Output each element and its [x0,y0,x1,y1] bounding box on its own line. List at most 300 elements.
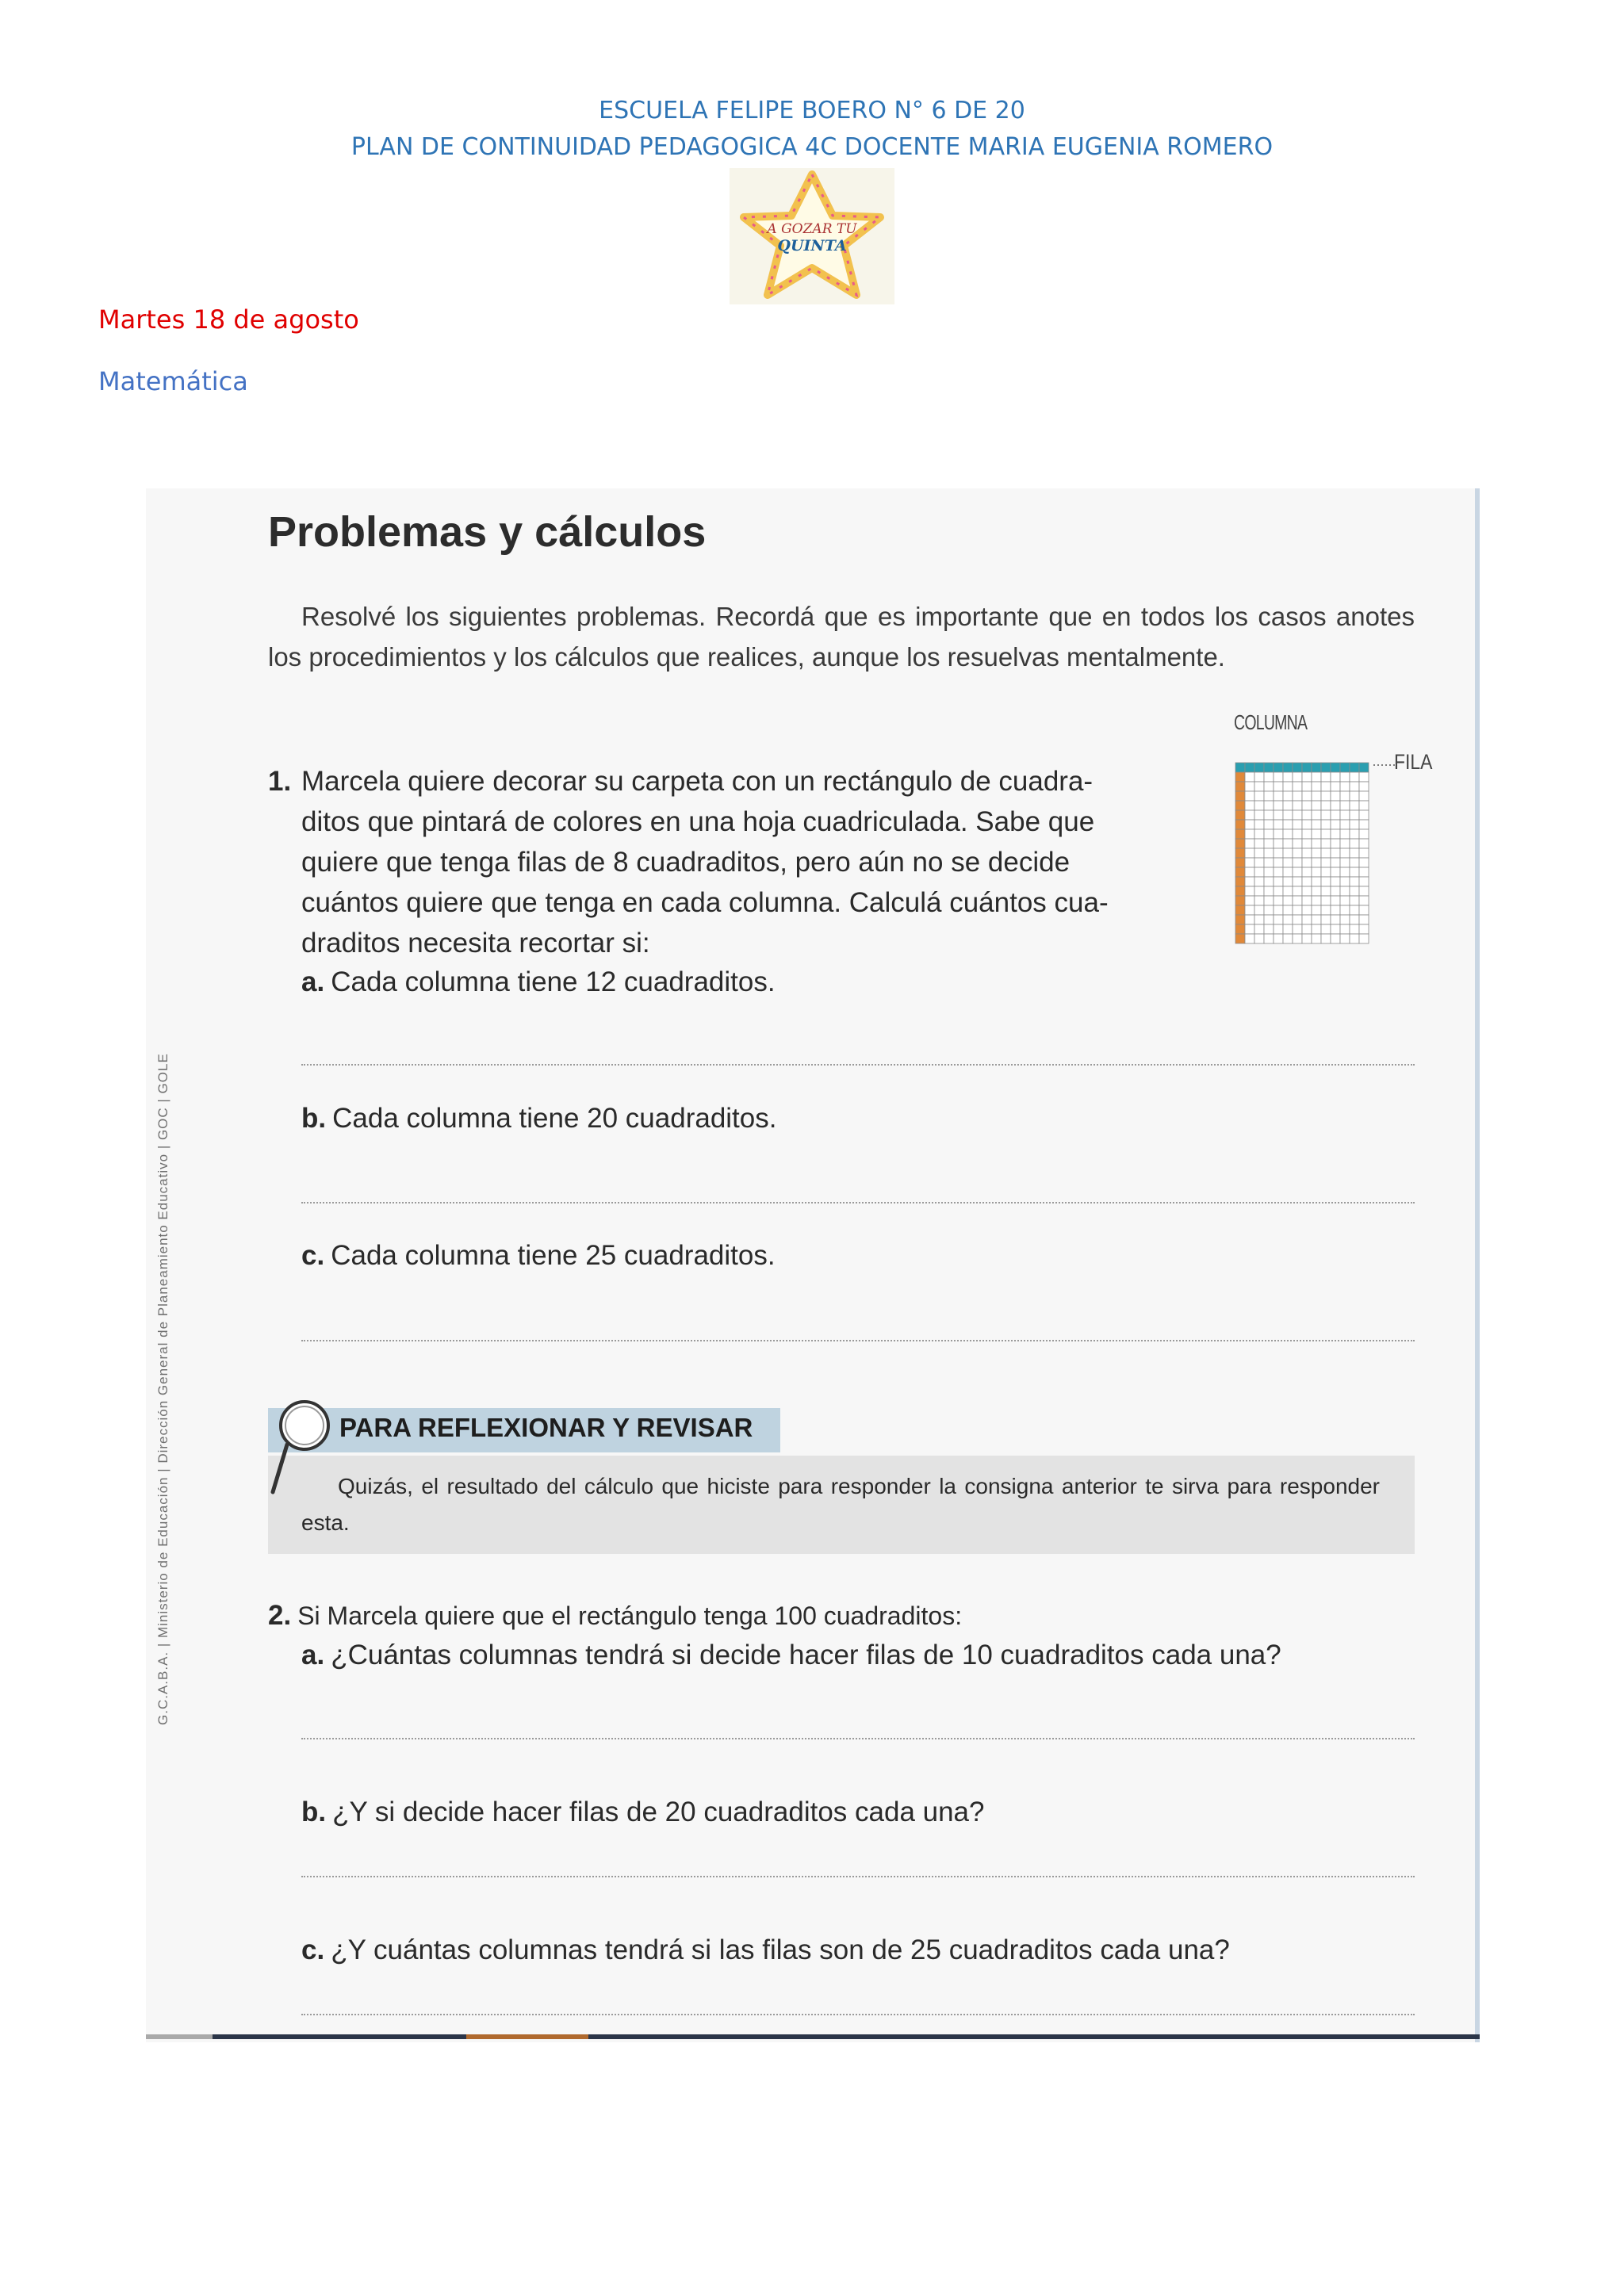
grid-cell [1321,867,1331,877]
grid-cell [1350,772,1359,782]
grid-cell [1235,924,1245,934]
grid-cell [1293,867,1302,877]
grid-cell [1331,905,1340,915]
grid-cell [1359,924,1369,934]
grid-cell [1321,848,1331,858]
grid-cell [1312,905,1321,915]
school-header: ESCUELA FELIPE BOERO N° 6 DE 20 [599,97,1025,124]
item-letter: c. [301,1240,325,1271]
magnifier-icon [268,1397,331,1500]
item-text: Cada columna tiene 25 cuadraditos. [331,1240,776,1271]
grid-cell [1254,810,1264,820]
grid-cell [1245,820,1254,829]
grid-cell [1235,905,1245,915]
grid-cell [1235,820,1245,829]
grid-cell [1274,858,1283,867]
problem-1-item-a [301,966,776,998]
grid-cell [1264,772,1274,782]
grid-cell [1331,877,1340,886]
grid-cell [1293,820,1302,829]
grid-cell [1312,934,1321,943]
grid-cell [1312,877,1321,886]
school-logo [730,168,894,304]
item-letter: a. [301,1640,325,1670]
grid-cell [1274,886,1283,896]
grid-cell [1264,791,1274,801]
grid-cell [1264,782,1274,791]
grid-cell [1302,867,1312,877]
answer-line-1c[interactable] [301,1340,1415,1341]
answer-line-1a[interactable] [301,1064,1415,1066]
grid-cell [1245,772,1254,782]
grid-cell [1264,905,1274,915]
grid-cell [1350,934,1359,943]
problem-2-item-b [301,1797,985,1828]
item-text: ¿Y si decide hacer filas de 20 cuadraditos cada una? [332,1797,985,1827]
grid-cell [1283,915,1293,924]
grid-cell [1264,829,1274,839]
side-credit: G.C.A.B.A. | Ministerio de Educación | Dirección General de Planeamiento Educativo | GOC | GOLE [155,1053,170,1725]
grid-cell [1302,801,1312,810]
grid-cell [1340,810,1350,820]
answer-line-1b[interactable] [301,1202,1415,1203]
grid-cell [1283,886,1293,896]
grid-cell [1312,820,1321,829]
grid-cell [1254,877,1264,886]
grid-cell [1293,858,1302,867]
grid-cell [1293,791,1302,801]
grid-cell [1302,782,1312,791]
grid-cell [1293,801,1302,810]
grid-cell [1340,829,1350,839]
subject: Matemática [98,366,248,396]
grid-cell [1235,839,1245,848]
grid-cell [1331,829,1340,839]
grid-cell [1312,848,1321,858]
grid-cell [1293,886,1302,896]
grid-cell [1340,915,1350,924]
grid-cell [1312,772,1321,782]
grid-cell [1293,896,1302,905]
grid-cell [1331,915,1340,924]
grid-cell [1321,791,1331,801]
grid-cell [1264,858,1274,867]
grid-cell [1235,915,1245,924]
grid-cell [1293,829,1302,839]
grid-cell [1312,867,1321,877]
grid-cell [1340,772,1350,782]
grid-cell [1302,839,1312,848]
grid-cell [1245,896,1254,905]
reflect-text: Quizás, el resultado del cálculo que hiciste para responder la consigna anterior te sirva para responder esta. [301,1474,1380,1535]
grid-cell [1274,791,1283,801]
grid-cell [1274,772,1283,782]
problem-1-item-b [301,1103,776,1135]
grid-cell [1340,839,1350,848]
grid-cell [1254,801,1264,810]
grid-cell [1235,896,1245,905]
grid-cell [1283,820,1293,829]
grid-cell [1350,896,1359,905]
grid-cell [1331,782,1340,791]
footer-rule-accent [466,2034,588,2039]
problem-2-text: Si Marcela quiere que el rectángulo tenga 100 cuadraditos: [297,1601,963,1630]
grid-cell [1283,867,1293,877]
grid-cell [1293,905,1302,915]
row-label: FILA [1394,750,1433,774]
grid-cell [1254,820,1264,829]
grid-cell [1350,877,1359,886]
grid-cell [1283,858,1293,867]
grid-cell [1340,782,1350,791]
grid-cell [1312,782,1321,791]
grid-cell [1235,877,1245,886]
grid-cell [1350,801,1359,810]
grid-cell [1274,829,1283,839]
grid-cell [1359,877,1369,886]
grid-cell [1350,829,1359,839]
grid-cell [1359,848,1369,858]
grid-cell [1321,820,1331,829]
column-label: COLUMNA [1234,710,1308,734]
grid-cell [1254,867,1264,877]
grid-cell [1245,915,1254,924]
grid-cell [1274,877,1283,886]
svg-text:QUINTA: QUINTA [777,237,847,254]
grid-cell [1350,905,1359,915]
grid-cell [1245,867,1254,877]
grid-cell [1254,829,1264,839]
grid-cell [1350,763,1359,772]
grid-cell [1321,915,1331,924]
grid-cell [1245,810,1254,820]
grid-cell [1331,791,1340,801]
grid-cell [1254,848,1264,858]
date: Martes 18 de agosto [98,304,359,335]
grid-cell [1235,763,1245,772]
grid-cell [1359,858,1369,867]
grid-cell [1254,839,1264,848]
grid-cell [1274,934,1283,943]
grid-cell [1340,896,1350,905]
grid-cell [1302,924,1312,934]
grid-cell [1302,877,1312,886]
grid-cell [1274,905,1283,915]
grid-cell [1321,896,1331,905]
grid-cell [1245,877,1254,886]
grid-cell [1359,801,1369,810]
grid-cell [1283,905,1293,915]
grid-cell [1321,810,1331,820]
grid-cell [1331,934,1340,943]
grid-cell [1312,886,1321,896]
grid-cell [1340,791,1350,801]
grid-cell [1274,896,1283,905]
item-text: Cada columna tiene 12 cuadraditos. [331,966,776,997]
grid-cell [1340,924,1350,934]
grid-cell [1331,772,1340,782]
grid-cell [1264,924,1274,934]
grid-cell [1254,934,1264,943]
answer-line-2a[interactable] [301,1738,1415,1739]
grid-cell [1350,820,1359,829]
grid-cell [1312,801,1321,810]
grid-cell [1245,858,1254,867]
grid-cell [1264,867,1274,877]
grid-cell [1283,848,1293,858]
grid-cell [1235,934,1245,943]
worksheet-title: Problemas y cálculos [268,508,707,556]
item-text: ¿Y cuántas columnas tendrá si las filas son de 25 cuadraditos cada una? [331,1934,1230,1965]
grid-cell [1302,820,1312,829]
problem-2 [268,1600,962,1632]
grid-cell [1245,801,1254,810]
grid-cell [1331,886,1340,896]
reflect-title: PARA REFLEXIONAR Y REVISAR [339,1413,753,1442]
grid-cell [1340,801,1350,810]
grid-cell [1350,839,1359,848]
grid-cell [1331,839,1340,848]
grid-cell [1321,801,1331,810]
grid-cell [1340,763,1350,772]
grid-cell [1264,915,1274,924]
grid-cell [1359,839,1369,848]
grid-cell [1312,839,1321,848]
grid-cell [1235,791,1245,801]
grid-cell [1245,934,1254,943]
problem-1-number: 1. [268,766,292,797]
grid-cell [1283,782,1293,791]
grid-cell [1264,886,1274,896]
grid-cell [1274,867,1283,877]
grid-cell [1302,791,1312,801]
grid-cell [1264,820,1274,829]
grid-cell [1302,915,1312,924]
grid-cell [1350,915,1359,924]
grid-cell [1312,896,1321,905]
square-grid-diagram [1234,753,1400,948]
grid-cell [1274,782,1283,791]
grid-cell [1302,810,1312,820]
grid-cell [1283,810,1293,820]
grid-cell [1321,924,1331,934]
grid-cell [1340,886,1350,896]
grid-cell [1293,924,1302,934]
grid-cell [1245,924,1254,934]
grid-cell [1359,782,1369,791]
grid-cell [1312,829,1321,839]
grid-cell [1245,886,1254,896]
grid-cell [1245,839,1254,848]
footer-rule-start [146,2034,213,2039]
grid-cell [1245,782,1254,791]
grid-cell [1254,763,1264,772]
grid-cell [1340,867,1350,877]
grid-cell [1331,896,1340,905]
grid-cell [1321,886,1331,896]
item-letter: c. [301,1934,325,1965]
grid-cell [1283,791,1293,801]
grid-cell [1293,763,1302,772]
grid-cell [1264,810,1274,820]
grid-cell [1350,924,1359,934]
grid-cell [1302,772,1312,782]
grid-cell [1350,791,1359,801]
grid-cell [1293,772,1302,782]
grid-cell [1302,858,1312,867]
plan-header: PLAN DE CONTINUIDAD PEDAGOGICA 4C DOCENTE MARIA EUGENIA ROMERO [350,133,1274,161]
grid-cell [1350,867,1359,877]
grid-cell [1321,829,1331,839]
grid-cell [1312,915,1321,924]
grid-cell [1283,763,1293,772]
grid-cell [1359,763,1369,772]
grid-cell [1302,905,1312,915]
grid-cell [1235,829,1245,839]
problem-1-item-c [301,1240,776,1272]
grid-cell [1359,905,1369,915]
grid-cell [1350,810,1359,820]
grid-cell [1235,772,1245,782]
grid-cell [1321,877,1331,886]
grid-cell [1359,886,1369,896]
grid-cell [1350,848,1359,858]
grid-cell [1340,877,1350,886]
grid-cell [1302,896,1312,905]
grid-cell [1264,839,1274,848]
grid-cell [1283,877,1293,886]
grid-cell [1274,839,1283,848]
grid-cell [1235,810,1245,820]
grid-cell [1331,924,1340,934]
item-letter: b. [301,1797,327,1827]
grid-cell [1235,801,1245,810]
grid-cell [1359,791,1369,801]
grid-cell [1254,915,1264,924]
grid-cell [1293,877,1302,886]
grid-cell [1359,820,1369,829]
item-letter: b. [301,1103,327,1134]
grid-cell [1245,829,1254,839]
grid-cell [1293,839,1302,848]
grid-cell [1274,924,1283,934]
grid-cell [1350,886,1359,896]
grid-cell [1254,886,1264,896]
grid-cell [1312,810,1321,820]
grid-cell [1331,867,1340,877]
grid-cell [1283,801,1293,810]
grid-cell [1293,782,1302,791]
grid-cell [1235,858,1245,867]
grid-cell [1264,763,1274,772]
grid-cell [1302,934,1312,943]
grid-cell [1359,915,1369,924]
item-text: ¿Cuántas columnas tendrá si decide hacer filas de 10 cuadraditos cada una? [331,1640,1281,1670]
grid-cell [1331,820,1340,829]
answer-line-2c[interactable] [301,2014,1415,2015]
item-text: Cada columna tiene 20 cuadraditos. [332,1103,777,1134]
grid-cell [1302,829,1312,839]
grid-cell [1293,934,1302,943]
grid-cell [1359,896,1369,905]
grid-cell [1254,905,1264,915]
grid-cell [1235,867,1245,877]
grid-cell [1359,934,1369,943]
grid-cell [1312,858,1321,867]
grid-cell [1283,934,1293,943]
grid-cell [1302,763,1312,772]
grid-cell [1312,924,1321,934]
grid-cell [1235,886,1245,896]
grid-cell [1340,820,1350,829]
grid-cell [1293,915,1302,924]
grid-cell [1235,848,1245,858]
grid-cell [1321,772,1331,782]
grid-cell [1264,801,1274,810]
grid-cell [1254,858,1264,867]
worksheet-intro: Resolvé los siguientes problemas. Recordá que es importante que en todos los casos anotes los procedimientos y los cálculos que realices, aunque los resuelvas mentalmente. [268,602,1415,672]
grid-cell [1235,782,1245,791]
grid-cell [1264,877,1274,886]
grid-cell [1274,848,1283,858]
grid-cell [1331,810,1340,820]
grid-cell [1245,848,1254,858]
grid-cell [1302,886,1312,896]
grid-cell [1274,915,1283,924]
grid-cell [1264,848,1274,858]
grid-cell [1340,848,1350,858]
problem-1-text: Marcela quiere decorar su carpeta con un rectángulo de cuadra- ditos que pintará de colores en una hoja cuadriculada. Sabe que quiere que tenga filas de 8 cuadraditos, pero aún no se decide cuántos quiere que tenga en cada columna. Calculá cuántos cua- draditos necesita recortar si: [301,766,1109,959]
grid-cell [1283,896,1293,905]
grid-cell [1340,858,1350,867]
grid-cell [1283,772,1293,782]
grid-cell [1274,763,1283,772]
grid-cell [1264,896,1274,905]
grid-cell [1321,905,1331,915]
grid-cell [1331,763,1340,772]
worksheet-edge [1475,488,1480,2042]
grid-cell [1350,782,1359,791]
grid-cell [1245,791,1254,801]
grid-cell [1254,791,1264,801]
grid-cell [1283,829,1293,839]
grid-cell [1350,858,1359,867]
grid-cell [1274,820,1283,829]
grid-cells [1235,763,1369,943]
grid-cell [1293,848,1302,858]
grid-cell [1359,772,1369,782]
grid-cell [1254,896,1264,905]
answer-line-2b[interactable] [301,1876,1415,1877]
problem-2-number: 2. [268,1600,292,1631]
grid-cell [1264,934,1274,943]
grid-cell [1321,782,1331,791]
grid-cell [1359,867,1369,877]
grid-cell [1312,763,1321,772]
grid-cell [1321,763,1331,772]
grid-cell [1331,858,1340,867]
grid-cell [1321,934,1331,943]
grid-cell [1340,905,1350,915]
grid-cell [1340,934,1350,943]
problem-2-item-c [301,1934,1230,1966]
grid-cell [1359,810,1369,820]
grid-cell [1293,810,1302,820]
grid-cell [1254,782,1264,791]
grid-cell [1359,829,1369,839]
item-letter: a. [301,966,325,997]
grid-cell [1283,839,1293,848]
